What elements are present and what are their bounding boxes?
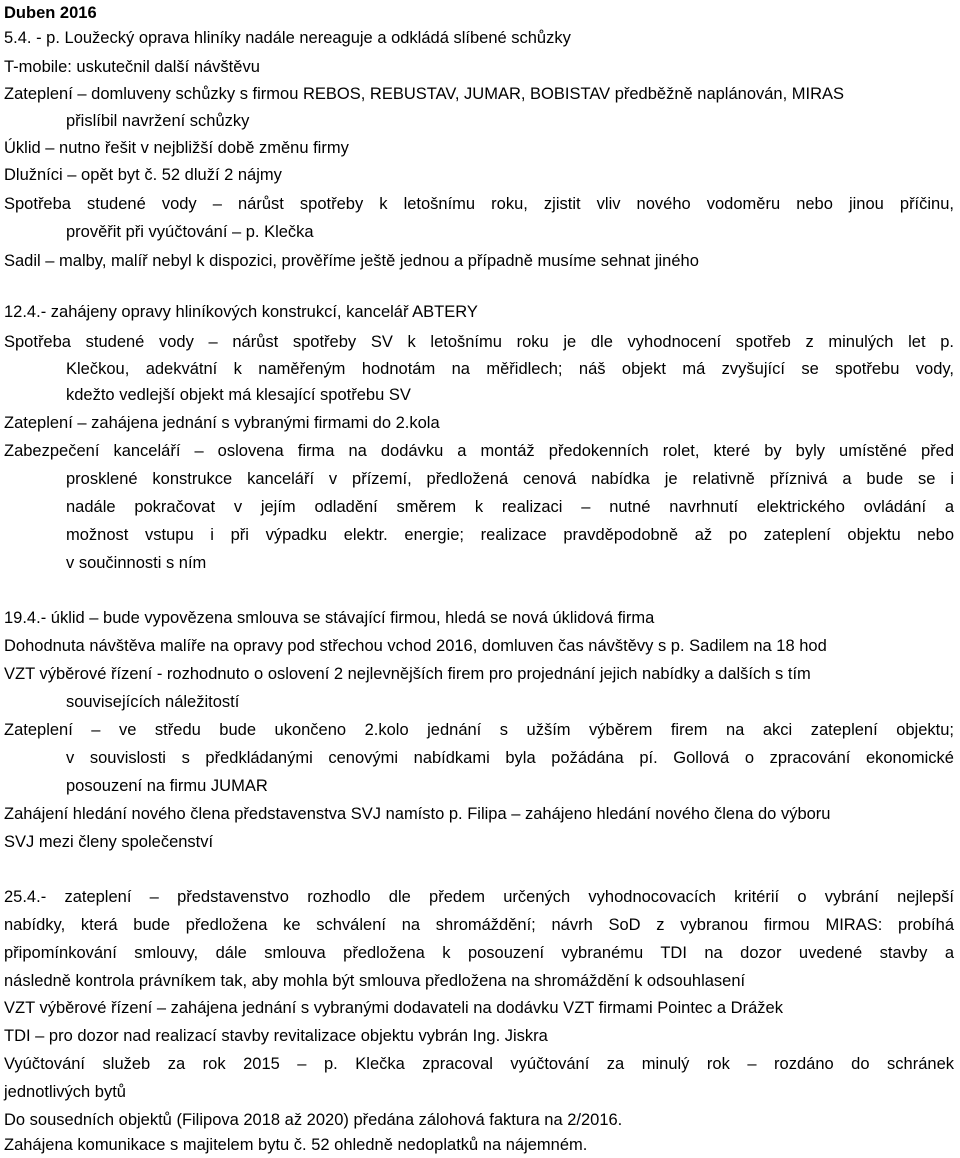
text-line: Spotřeba studené vody – nárůst spotřeby SV k letošnímu roku je dle vyhodnocení spotřeb z minulých let p. [4, 333, 954, 351]
text-line: nadále pokračovat v jejím odladění směrem k realizaci – nutné navrhnutí elektrického ovládání a [66, 498, 954, 516]
text-line: 19.4.- úklid – bude vypovězena smlouva se stávající firmou, hledá se nová úklidová firma [4, 609, 655, 627]
text-line: Zahájena komunikace s majitelem bytu č. 52 ohledně nedoplatků na nájemném. [4, 1136, 588, 1154]
text-line: jednotlivých bytů [4, 1083, 126, 1101]
text-line: přislíbil navržení schůzky [66, 112, 250, 130]
text-line: posouzení na firmu JUMAR [66, 777, 268, 795]
text-line: Do sousedních objektů (Filipova 2018 až 2020) předána zálohová faktura na 2/2016. [4, 1111, 623, 1129]
text-line: 12.4.- zahájeny opravy hliníkových konstrukcí, kancelář ABTERY [4, 303, 478, 321]
text-line: Klečkou, adekvátní k naměřeným hodnotám na měřidlech; náš objekt má zvyšující se spotřebu vody, [66, 360, 954, 378]
text-line: Dohodnuta návštěva malíře na opravy pod střechou vchod 2016, domluven čas návštěvy s p. Sadilem na 18 hod [4, 637, 827, 655]
text-line: Spotřeba studené vody – nárůst spotřeby k letošnímu roku, zjistit vliv nového vodoměru nebo jinou příčinu, [4, 195, 954, 213]
text-line: 25.4.- zateplení – představenstvo rozhodlo dle předem určených vyhodnocovacích kritérií o vybrání nejlepší [4, 888, 954, 906]
text-line: prověřit při vyúčtování – p. Klečka [66, 223, 314, 241]
text-line: souvisejících náležitostí [66, 693, 240, 711]
text-line: SVJ mezi členy společenství [4, 833, 214, 851]
text-line: Sadil – malby, malíř nebyl k dispozici, prověříme ještě jednou a případně musíme sehnat jiného [4, 252, 699, 270]
text-line: Zateplení – ve středu bude ukončeno 2.kolo jednání s užším výběrem firem na akci zateplení objektu; [4, 721, 954, 739]
text-line: VZT výběrové řízení – zahájena jednání s vybranými dodavateli na dodávku VZT firmami Pointec a Drážek [4, 999, 783, 1017]
text-line: Zabezpečení kanceláří – oslovena firma na dodávku a montáž předokenních rolet, které by byly umístěné před [4, 442, 954, 460]
text-line: TDI – pro dozor nad realizací stavby revitalizace objektu vybrán Ing. Jiskra [4, 1027, 548, 1045]
text-line: Zahájení hledání nového člena představenstva SVJ namísto p. Filipa – zahájeno hledání nového člena do výboru [4, 805, 831, 823]
text-line: Zateplení – domluveny schůzky s firmou REBOS, REBUSTAV, JUMAR, BOBISTAV předběžně naplánován, MIRAS [4, 85, 845, 103]
text-line: možnost vstupu i při výpadku elektr. energie; realizace pravděpodobně až po zateplení objektu nebo [66, 526, 954, 544]
text-line: připomínkování smlouvy, dále smlouva předložena k posouzení vybranému TDI na dozor uvedené stavby a [4, 944, 954, 962]
document-heading: Duben 2016 [4, 4, 97, 22]
text-line: T-mobile: uskutečnil další návštěvu [4, 58, 260, 76]
text-line: v součinnosti s ním [66, 554, 207, 572]
text-line: Dlužníci – opět byt č. 52 dluží 2 nájmy [4, 166, 282, 184]
text-line: kdežto vedlejší objekt má klesající spotřebu SV [66, 386, 411, 404]
text-line: Úklid – nutno řešit v nejbližší době změnu firmy [4, 139, 349, 157]
text-line: prosklené konstrukce kanceláří v přízemí, předložená cenová nabídka je relativně příznivá a bude se i [66, 470, 954, 488]
text-line: 5.4. - p. Loužecký oprava hliníky nadále nereaguje a odkládá slíbené schůzky [4, 29, 571, 47]
text-line: Zateplení – zahájena jednání s vybranými firmami do 2.kola [4, 414, 440, 432]
text-line: nabídky, která bude předložena ke schválení na shromáždění; návrh SoD z vybranou firmou MIRAS: probíhá [4, 916, 954, 934]
text-line: v souvislosti s předkládanými cenovými nabídkami byla požádána pí. Gollová o zpracování ekonomické [66, 749, 954, 767]
text-line: následně kontrola právníkem tak, aby mohla být smlouva předložena na shromáždění k odsouhlasení [4, 972, 746, 990]
text-line: VZT výběrové řízení - rozhodnuto o oslovení 2 nejlevnějších firem pro projednání jejich nabídky a dalších s tím [4, 665, 811, 683]
text-line: Vyúčtování služeb za rok 2015 – p. Klečka zpracoval vyúčtování za minulý rok – rozdáno do schránek [4, 1055, 954, 1073]
